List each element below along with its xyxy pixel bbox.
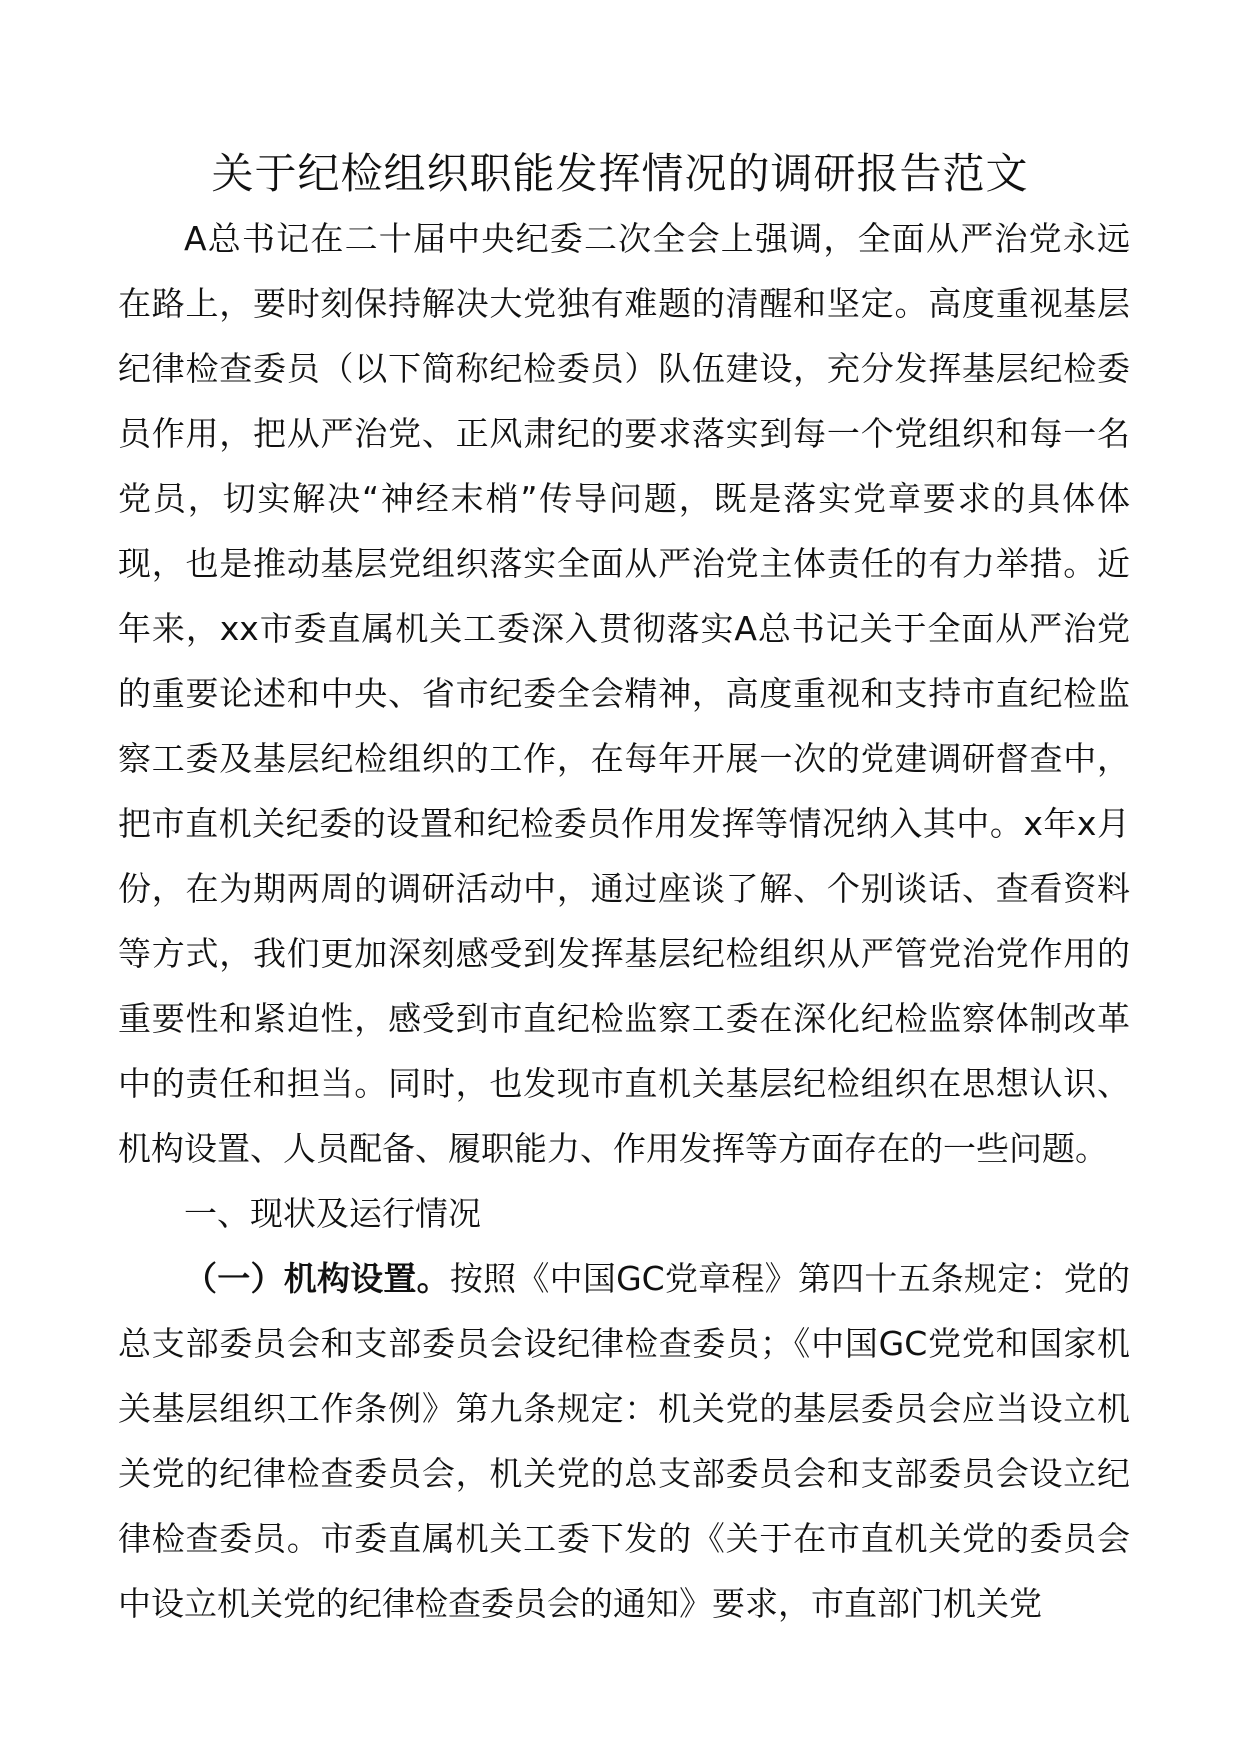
- subsection-text: 按照《中国GC党章程》第四十五条规定：党的总支部委员会和支部委员会设纪律检查委员；《中国GC党党和国家机关基层组织工作条例》第九条规定：机关党的基层委员会应当设立机关党的纪律检查委员会，机关党的总支部委员会和支部委员会设立纪律检查委员。市委直属机关工委下发的《关于在市直机关党的委员会中设立机关党的纪律检查委员会的通知》要求，市直部门机关党: [118, 1259, 1130, 1623]
- intro-paragraph: A总书记在二十届中央纪委二次全会上强调，全面从严治党永远在路上，要时刻保持解决大党独有难题的清醒和坚定。高度重视基层纪律检查委员（以下简称纪检委员）队伍建设，充分发挥基层纪检委员作用，把从严治党、正风肃纪的要求落实到每一个党组织和每一名党员，切实解决“神经末梢”传导问题，既是落实党章要求的具体体现，也是推动基层党组织落实全面从严治党主体责任的有力举措。近年来，xx市委直属机关工委深入贯彻落实A总书记关于全面从严治党的重要论述和中央、省市纪委全会精神，高度重视和支持市直纪检监察工委及基层纪检组织的工作，在每年开展一次的党建调研督查中，把市直机关纪委的设置和纪检委员作用发挥等情况纳入其中。x年x月份，在为期两周的调研活动中，通过座谈了解、个别谈话、查看资料等方式，我们更加深刻感受到发挥基层纪检组织从严管党治党作用的重要性和紧迫性，感受到市直纪检监察工委在深化纪检监察体制改革中的责任和担当。同时，也发现市直机关基层纪检组织在思想认识、机构设置、人员配备、履职能力、作用发挥等方面存在的一些问题。: [118, 219, 1130, 1168]
- subsection-label: （一）机构设置。: [184, 1259, 450, 1298]
- section-heading: 一、现状及运行情况: [184, 1194, 481, 1233]
- document-title: 关于纪检组织职能发挥情况的调研报告范文: [211, 149, 1029, 198]
- document-body: [118, 206, 1130, 1636]
- subsection-paragraph: [118, 1246, 1130, 1636]
